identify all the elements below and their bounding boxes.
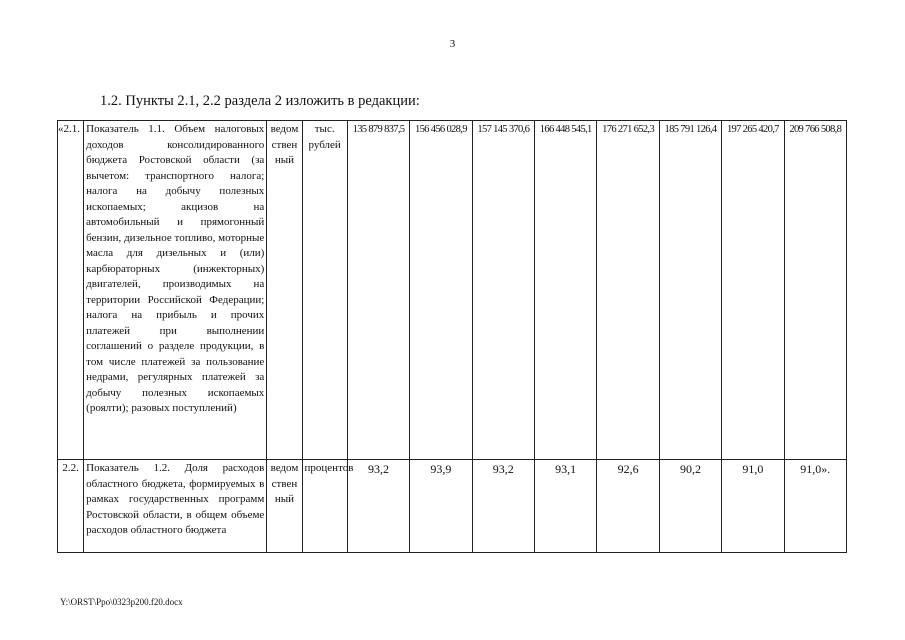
table-row (58, 121, 847, 460)
file-path-footer: Y:\ORST\Ppo\0323p200.f20.docx (60, 597, 183, 607)
indicator-unit: процентов (302, 460, 347, 553)
value-cell: 93,1 (534, 460, 596, 553)
value-cell: 197 265 420,7 (722, 121, 784, 460)
indicator-unit: тыс. рублей (302, 121, 347, 460)
indicator-type: ведомственный (267, 460, 302, 553)
table-row (58, 460, 847, 553)
value-cell: 93,9 (410, 460, 472, 553)
indicator-name: Показатель 1.1. Объем налоговых доходов консолидированного бюджета Ростовской области (за вычетом: транспортного налога; налога на добычу полезных ископаемых; акцизов на автомобильный и прямогонный бензин, дизельное топливо, моторные масла для дизельных и (или) карбюраторных (инжекторных) двигателей, производимых на территории Российской Федерации; налога на прибыль и прочих платежей при выполнении соглашений о разделе продукции, в том числе платежей за пользование недрами, регулярных платежей за добычу полезных ископаемых (роялти); разовых поступлений) (84, 121, 267, 460)
page-number: 3 (449, 38, 456, 50)
value-cell: 93,2 (347, 460, 409, 553)
value-cell: 176 271 652,3 (597, 121, 659, 460)
value-cell: 185 791 126,4 (659, 121, 721, 460)
indicator-name: Показатель 1.2. Доля расходов областного бюджета, формируемых в рамках государственных программ Ростовской области, в общем объеме расходов областного бюджета (84, 460, 267, 553)
row-number: 2.2. (58, 460, 84, 553)
value-cell: 157 145 370,6 (472, 121, 534, 460)
indicator-type: ведомственный (267, 121, 302, 460)
value-cell: 90,2 (659, 460, 721, 553)
value-cell: 93,2 (472, 460, 534, 553)
value-cell: 135 879 837,5 (347, 121, 409, 460)
indicators-table (57, 120, 847, 553)
value-cell: 166 448 545,1 (534, 121, 596, 460)
row-number: «2.1. (58, 121, 84, 460)
value-cell: 91,0 (722, 460, 784, 553)
value-cell: 156 456 028,9 (410, 121, 472, 460)
value-cell: 92,6 (597, 460, 659, 553)
value-cell: 209 766 508,8 (784, 121, 846, 460)
value-cell: 91,0». (784, 460, 846, 553)
intro-text: 1.2. Пункты 2.1, 2.2 раздела 2 изложить в редакции: (100, 93, 420, 109)
